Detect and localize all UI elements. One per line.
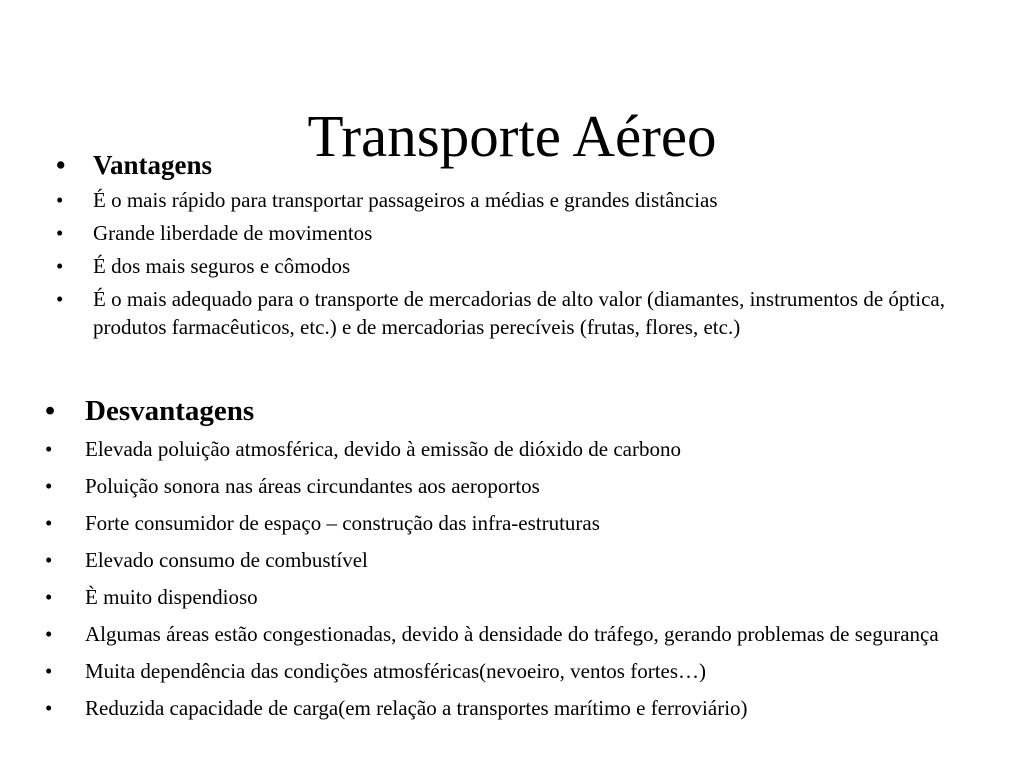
bullet: •	[45, 548, 53, 572]
list-item	[45, 693, 985, 723]
bullet: •	[56, 150, 66, 180]
bullet: •	[45, 622, 53, 646]
list-item-text: È muito dispendioso	[85, 585, 258, 609]
list-item	[56, 285, 956, 341]
list-item-text: Algumas áreas estão congestionadas, devido à densidade do tráfego, gerando problemas de segurança	[85, 622, 939, 646]
bullet: •	[45, 696, 53, 720]
slide-title: Transporte Aéreo	[307, 103, 717, 169]
list-item	[45, 656, 985, 686]
list-item-text: Forte consumidor de espaço – construção das infra-estruturas	[85, 511, 600, 535]
list-item	[45, 545, 985, 575]
vantagens-list	[56, 148, 956, 346]
list-item-text: Muita dependência das condições atmosféricas(nevoeiro, ventos fortes…)	[85, 659, 707, 683]
desvantagens-heading-item	[45, 393, 985, 429]
bullet: •	[45, 474, 53, 498]
bullet: •	[45, 437, 53, 461]
list-item	[45, 582, 985, 612]
list-item-text: É o mais adequado para o transporte de mercadorias de alto valor (diamantes, instrumentos de óptica, produtos farmacêuticos, etc.) e de mercadorias perecíveis (frutas, flores, etc.)	[93, 287, 945, 339]
list-item	[45, 434, 985, 464]
list-item	[45, 619, 985, 649]
list-item	[45, 508, 985, 538]
list-item-text: Reduzida capacidade de carga(em relação a transportes marítimo e ferroviário)	[85, 696, 748, 720]
desvantagens-heading: Desvantagens	[85, 395, 255, 427]
bullet: •	[56, 254, 64, 278]
list-item-text: Grande liberdade de movimentos	[93, 221, 373, 245]
list-item	[56, 219, 956, 247]
vantagens-heading: Vantagens	[93, 150, 213, 180]
list-item	[56, 252, 956, 280]
list-item-text: É dos mais seguros e cômodos	[93, 254, 351, 278]
bullet: •	[56, 221, 64, 245]
desvantagens-list	[45, 393, 985, 730]
list-item-text: É o mais rápido para transportar passageiros a médias e grandes distâncias	[93, 188, 718, 212]
bullet: •	[45, 511, 53, 535]
list-item	[45, 471, 985, 501]
bullet: •	[45, 395, 56, 427]
bullet: •	[56, 287, 64, 311]
bullet: •	[45, 585, 53, 609]
bullet: •	[45, 659, 53, 683]
list-item-text: Poluição sonora nas áreas circundantes aos aeroportos	[85, 474, 540, 498]
list-item-text: Elevada poluição atmosférica, devido à emissão de dióxido de carbono	[85, 437, 681, 461]
bullet: •	[56, 188, 64, 212]
list-item	[56, 186, 956, 214]
vantagens-heading-item	[56, 148, 956, 182]
list-item-text: Elevado consumo de combustível	[85, 548, 368, 572]
